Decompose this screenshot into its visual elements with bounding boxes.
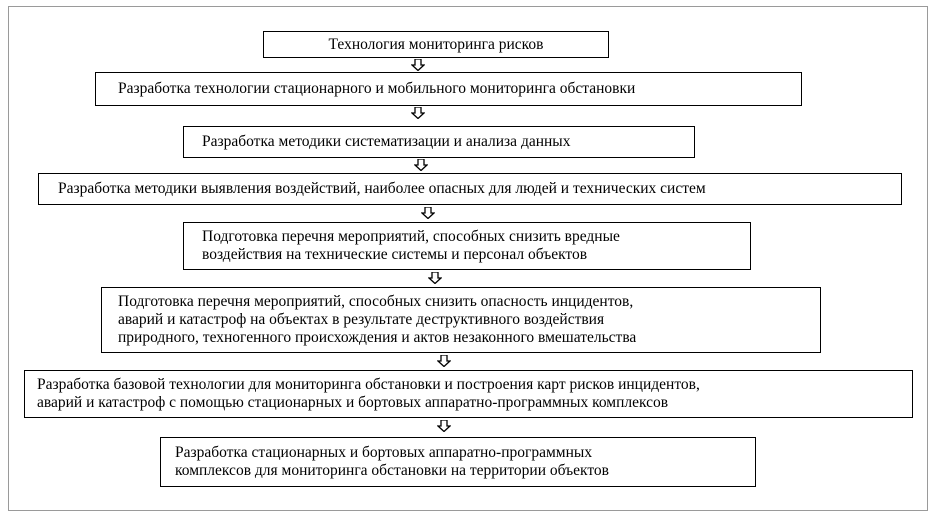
step-3-box: [183, 126, 695, 158]
step-6-line-3: природного, техногенного происхождения и актов незаконного вмешательства: [118, 329, 637, 346]
step-6-line-1: Подготовка перечня мероприятий, способных снизить опасность инцидентов,: [118, 293, 634, 310]
step-2-box: [95, 72, 802, 106]
step-5-box: [183, 222, 751, 270]
down-arrow-icon: [411, 59, 425, 71]
step-7-line-1: Разработка базовой технологии для мониторинга обстановки и построения карт рисков инцидентов,: [37, 376, 700, 393]
step-7-line-2: аварий и катастроф с помощью стационарных и бортовых аппаратно-программных комплексов: [37, 394, 669, 411]
down-arrow-icon: [421, 207, 435, 219]
down-arrow-icon: [411, 107, 425, 119]
step-5-line-2: воздействия на технические системы и персонал объектов: [202, 246, 588, 263]
step-1-text: Технология мониторинга рисков: [328, 35, 544, 53]
step-4-text: Разработка методики выявления воздействий, наиболее опасных для людей и технических систем: [58, 180, 706, 197]
step-8-line-1: Разработка стационарных и бортовых аппаратно-программных: [175, 444, 593, 461]
step-6-line-2: аварий и катастроф на объектах в результате деструктивного воздействия: [118, 311, 605, 328]
down-arrow-icon: [414, 159, 428, 171]
step-3-text: Разработка методики систематизации и анализа данных: [202, 133, 571, 150]
down-arrow-icon: [437, 420, 451, 432]
step-1-box: [263, 31, 609, 58]
step-2-text: Разработка технологии стационарного и мобильного мониторинга обстановки: [118, 80, 636, 97]
step-7-box: [24, 370, 913, 418]
down-arrow-icon: [428, 272, 442, 284]
step-8-line-2: комплексов для мониторинга обстановки на территории объектов: [175, 462, 609, 479]
down-arrow-icon: [437, 355, 451, 367]
step-6-box: [101, 287, 821, 353]
step-5-line-1: Подготовка перечня мероприятий, способных снизить вредные: [202, 228, 620, 245]
step-8-box: [160, 437, 756, 487]
step-4-box: [38, 173, 902, 205]
